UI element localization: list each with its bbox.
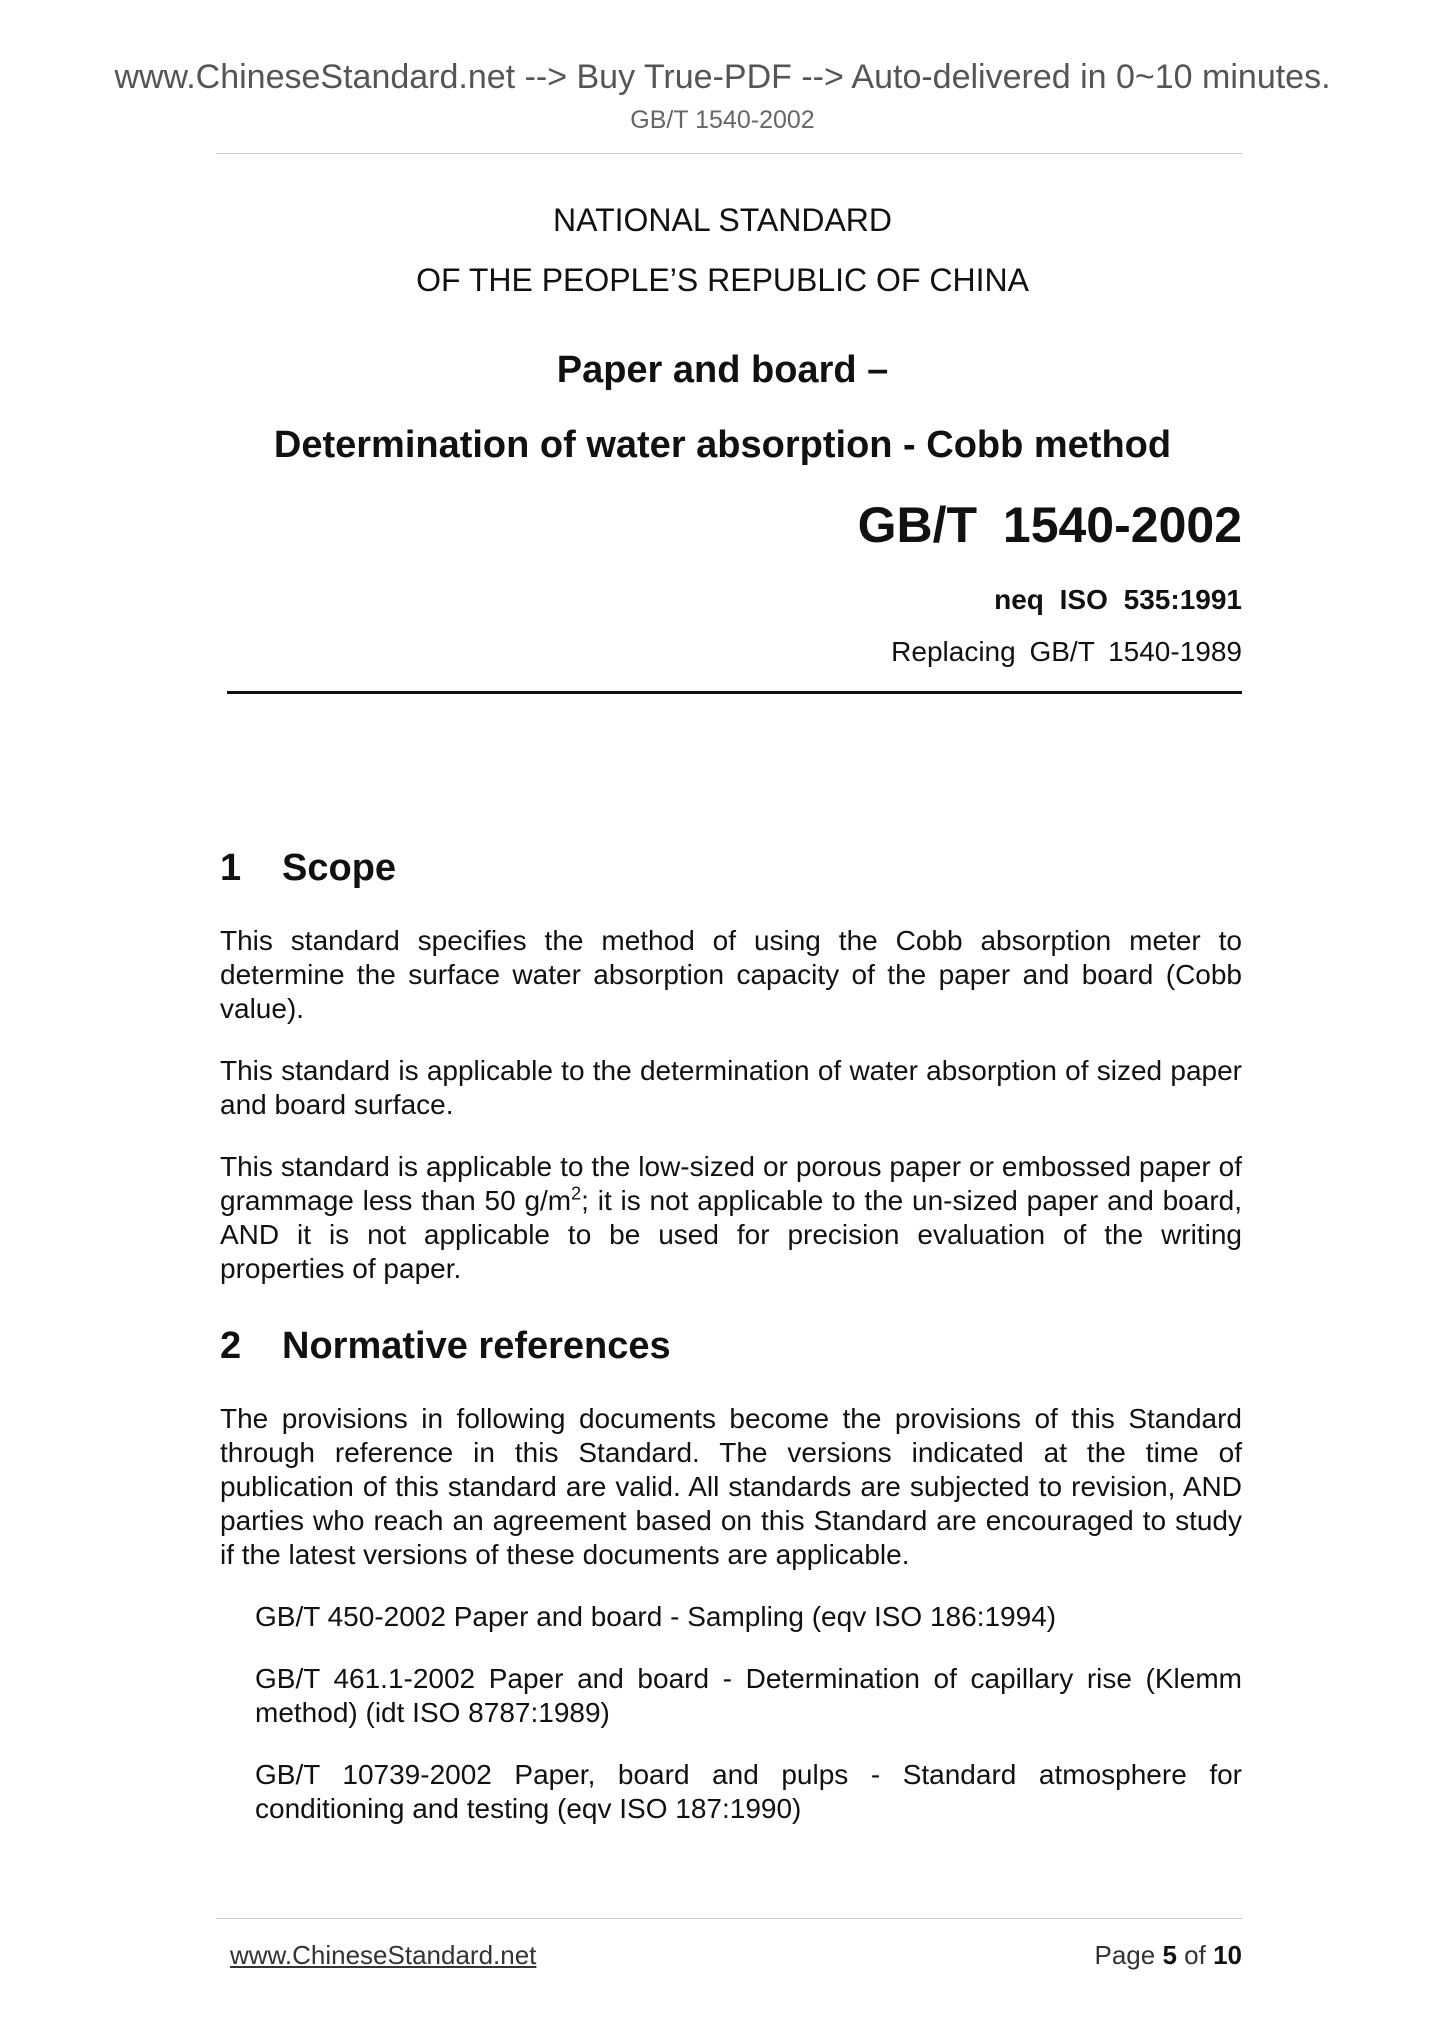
- page-total: 10: [1213, 1940, 1242, 1970]
- paragraph-text: This standard is applicable to the low-sized or porous paper or embossed paper of grammage less than 50 g/m: [220, 1151, 1242, 1216]
- equivalence-note: neq ISO 535:1991: [994, 584, 1242, 615]
- header-banner[interactable]: www.ChineseStandard.net --> Buy True-PDF --> Auto-delivered in 0~10 minutes.: [114, 58, 1331, 96]
- document-title-line1: Paper and board –: [556, 349, 889, 391]
- page-current: 5: [1162, 1940, 1177, 1970]
- national-standard-line2: OF THE PEOPLE’S REPUBLIC OF CHINA: [416, 262, 1029, 298]
- header-standard-code: GB/T 1540-2002: [630, 106, 815, 134]
- section-heading-scope: [220, 846, 1242, 890]
- title-divider: [227, 691, 1242, 694]
- document-body: [220, 846, 1242, 1826]
- document-title-line2: Determination of water absorption - Cobb method: [273, 424, 1172, 466]
- reference-item: GB/T 10739-2002 Paper, board and pulps - Standard atmosphere for conditioning and testing (eqv ISO 187:1990): [255, 1759, 1242, 1824]
- section-number: 1: [220, 847, 242, 889]
- paragraph: [220, 1150, 1242, 1286]
- reference-list: [220, 1600, 1242, 1826]
- section-title: Scope: [282, 847, 397, 889]
- header-divider: [216, 153, 1242, 154]
- page-label: Page: [1094, 1940, 1156, 1970]
- footer-website-link[interactable]: www.ChineseStandard.net: [230, 1940, 537, 1970]
- paragraph: This standard specifies the method of using the Cobb absorption meter to determine the surface water absorption capacity of the paper and board (Cobb value).: [220, 925, 1242, 1024]
- section-heading-normative-references: [220, 1324, 1242, 1368]
- section-number: 2: [220, 1325, 242, 1367]
- reference-item: GB/T 450-2002 Paper and board - Sampling (eqv ISO 186:1994): [255, 1601, 1057, 1632]
- standard-number: GB/T 1540-2002: [857, 497, 1242, 553]
- paragraph: The provisions in following documents become the provisions of this Standard through reference in this Standard. The versions indicated at the time of publication of this standard are valid. All standards are subjected to revision, AND parties who reach an agreement based on this Standard are encouraged to study if the latest versions of these documents are applicable.: [220, 1403, 1242, 1570]
- national-standard-line1: NATIONAL STANDARD: [553, 202, 892, 238]
- page-indicator: [1094, 1940, 1242, 1971]
- page-of: of: [1184, 1940, 1206, 1970]
- paragraph: This standard is applicable to the determination of water absorption of sized paper and board surface.: [220, 1055, 1242, 1120]
- footer-divider: [216, 1918, 1242, 1919]
- section-title: Normative references: [282, 1325, 671, 1367]
- paragraph-text: ; it is not applicable to the un-sized paper and board, AND it is not applicable to be used for precision evaluation of the writing properties of paper.: [220, 1185, 1242, 1284]
- replacing-note: Replacing GB/T 1540-1989: [891, 636, 1242, 667]
- reference-item: GB/T 461.1-2002 Paper and board - Determination of capillary rise (Klemm method) (idt ISO 8787:1989): [255, 1663, 1242, 1728]
- superscript: 2: [571, 1183, 582, 1204]
